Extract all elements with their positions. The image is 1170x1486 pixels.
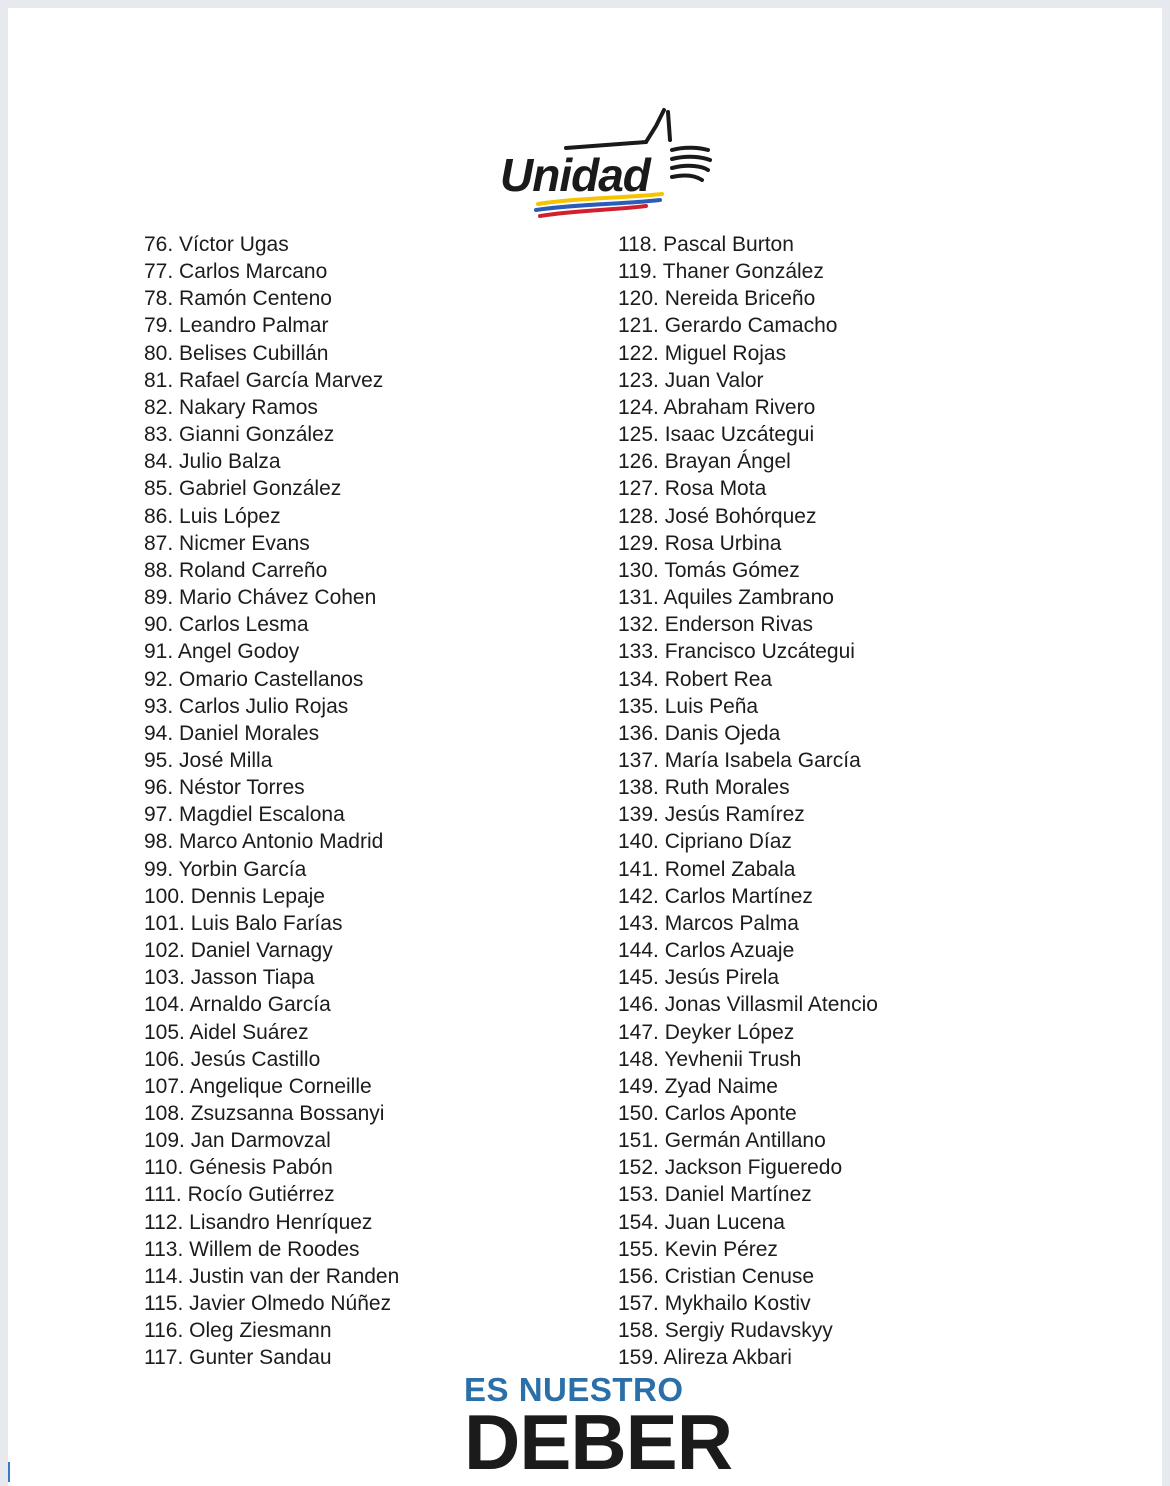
list-item: 79. Leandro Palmar bbox=[144, 314, 329, 338]
list-item: 98. Marco Antonio Madrid bbox=[144, 830, 384, 854]
list-item: 92. Omario Castellanos bbox=[144, 667, 364, 691]
list-item: 91. Angel Godoy bbox=[144, 640, 300, 664]
list-item: 145. Jesús Pirela bbox=[618, 966, 780, 990]
list-item: 125. Isaac Uzcátegui bbox=[618, 423, 815, 447]
list-item: 129. Rosa Urbina bbox=[618, 531, 782, 555]
list-item: 123. Juan Valor bbox=[618, 368, 764, 392]
list-item: 96. Néstor Torres bbox=[144, 776, 305, 800]
list-item: 147. Deyker López bbox=[618, 1020, 795, 1044]
right-name-list bbox=[618, 231, 878, 1372]
slogan-line-1: ES NUESTRO bbox=[464, 1371, 684, 1408]
list-item: 141. Romel Zabala bbox=[618, 857, 796, 881]
list-item: 150. Carlos Aponte bbox=[618, 1102, 797, 1125]
list-item: 88. Roland Carreño bbox=[144, 558, 328, 582]
list-item: 138. Ruth Morales bbox=[618, 776, 790, 800]
list-item: 124. Abraham Rivero bbox=[618, 395, 816, 419]
list-item: 95. José Milla bbox=[144, 748, 273, 772]
list-item: 116. Oleg Ziesmann bbox=[144, 1319, 332, 1343]
list-item: 137. María Isabela García bbox=[618, 748, 861, 772]
list-item: 134. Robert Rea bbox=[618, 667, 773, 691]
list-item: 135. Luis Peña bbox=[618, 694, 759, 718]
slogan bbox=[464, 1371, 733, 1486]
list-item: 86. Luis López bbox=[144, 504, 281, 528]
list-item: 115. Javier Olmedo Núñez bbox=[144, 1292, 392, 1316]
list-item: 152. Jackson Figueredo bbox=[618, 1156, 843, 1180]
list-item: 103. Jasson Tiapa bbox=[144, 966, 315, 990]
list-item: 84. Julio Balza bbox=[144, 450, 281, 474]
list-item: 104. Arnaldo García bbox=[144, 993, 331, 1017]
list-item: 80. Belises Cubillán bbox=[144, 341, 329, 365]
list-item: 131. Aquiles Zambrano bbox=[618, 586, 834, 610]
unidad-logo bbox=[496, 104, 726, 222]
list-item: 156. Cristian Cenuse bbox=[618, 1264, 815, 1288]
list-item: 106. Jesús Castillo bbox=[144, 1047, 321, 1071]
list-item: 101. Luis Balo Farías bbox=[144, 911, 343, 935]
list-item: 146. Jonas Villasmil Atencio bbox=[618, 993, 878, 1017]
list-item: 105. Aidel Suárez bbox=[144, 1020, 309, 1044]
list-item: 87. Nicmer Evans bbox=[144, 531, 310, 555]
list-item: 82. Nakary Ramos bbox=[144, 395, 318, 419]
list-item: 77. Carlos Marcano bbox=[144, 260, 328, 284]
list-item: 119. Thaner González bbox=[618, 260, 824, 284]
list-item: 76. Víctor Ugas bbox=[144, 233, 289, 256]
list-item: 94. Daniel Morales bbox=[144, 721, 320, 745]
logo-text: Unidad bbox=[500, 149, 650, 201]
list-item: 83. Gianni González bbox=[144, 423, 335, 447]
list-item: 133. Francisco Uzcátegui bbox=[618, 640, 855, 664]
list-item: 100. Dennis Lepaje bbox=[144, 884, 325, 908]
list-item: 151. Germán Antillano bbox=[618, 1129, 826, 1153]
list-item: 99. Yorbin García bbox=[144, 857, 307, 881]
list-item: 114. Justin van der Randen bbox=[144, 1264, 400, 1288]
list-item: 108. Zsuzsanna Bossanyi bbox=[144, 1102, 385, 1125]
slogan-line-2: DEBER bbox=[464, 1398, 733, 1486]
list-item: 97. Magdiel Escalona bbox=[144, 803, 345, 827]
edge-mark bbox=[8, 1462, 10, 1482]
list-item: 112. Lisandro Henríquez bbox=[144, 1210, 373, 1234]
list-item: 107. Angelique Corneille bbox=[144, 1074, 372, 1098]
list-item: 149. Zyad Naime bbox=[618, 1074, 778, 1098]
list-item: 110. Génesis Pabón bbox=[144, 1156, 333, 1180]
list-item: 128. José Bohórquez bbox=[618, 504, 817, 528]
list-item: 154. Juan Lucena bbox=[618, 1210, 785, 1234]
list-item: 158. Sergiy Rudavskyy bbox=[618, 1319, 833, 1343]
list-item: 126. Brayan Ángel bbox=[618, 450, 791, 474]
list-item: 155. Kevin Pérez bbox=[618, 1237, 778, 1261]
list-item: 136. Danis Ojeda bbox=[618, 721, 781, 745]
list-item: 117. Gunter Sandau bbox=[144, 1346, 332, 1370]
list-item: 142. Carlos Martínez bbox=[618, 884, 813, 908]
list-item: 159. Alireza Akbari bbox=[618, 1346, 792, 1370]
list-item: 89. Mario Chávez Cohen bbox=[144, 586, 377, 610]
list-item: 93. Carlos Julio Rojas bbox=[144, 694, 349, 718]
list-item: 144. Carlos Azuaje bbox=[618, 939, 795, 963]
list-item: 78. Ramón Centeno bbox=[144, 287, 332, 311]
list-item: 127. Rosa Mota bbox=[618, 477, 767, 501]
list-item: 81. Rafael García Marvez bbox=[144, 368, 384, 392]
list-item: 113. Willem de Roodes bbox=[144, 1237, 360, 1261]
list-item: 109. Jan Darmovzal bbox=[144, 1129, 331, 1153]
left-name-list bbox=[144, 231, 399, 1372]
list-item: 148. Yevhenii Trush bbox=[618, 1047, 802, 1071]
list-item: 139. Jesús Ramírez bbox=[618, 803, 805, 827]
list-item: 121. Gerardo Camacho bbox=[618, 314, 838, 338]
list-item: 90. Carlos Lesma bbox=[144, 613, 309, 637]
document-page bbox=[8, 8, 1162, 1486]
list-item: 153. Daniel Martínez bbox=[618, 1183, 812, 1207]
list-item: 143. Marcos Palma bbox=[618, 911, 799, 935]
list-item: 111. Rocío Gutiérrez bbox=[144, 1183, 335, 1207]
list-item: 102. Daniel Varnagy bbox=[144, 939, 333, 963]
list-item: 118. Pascal Burton bbox=[618, 233, 794, 256]
list-item: 122. Miguel Rojas bbox=[618, 341, 787, 365]
list-item: 132. Enderson Rivas bbox=[618, 613, 813, 637]
list-item: 120. Nereida Briceño bbox=[618, 287, 816, 311]
list-item: 157. Mykhailo Kostiv bbox=[618, 1292, 811, 1316]
list-item: 85. Gabriel González bbox=[144, 477, 342, 501]
list-item: 130. Tomás Gómez bbox=[618, 558, 800, 582]
list-item: 140. Cipriano Díaz bbox=[618, 830, 792, 854]
